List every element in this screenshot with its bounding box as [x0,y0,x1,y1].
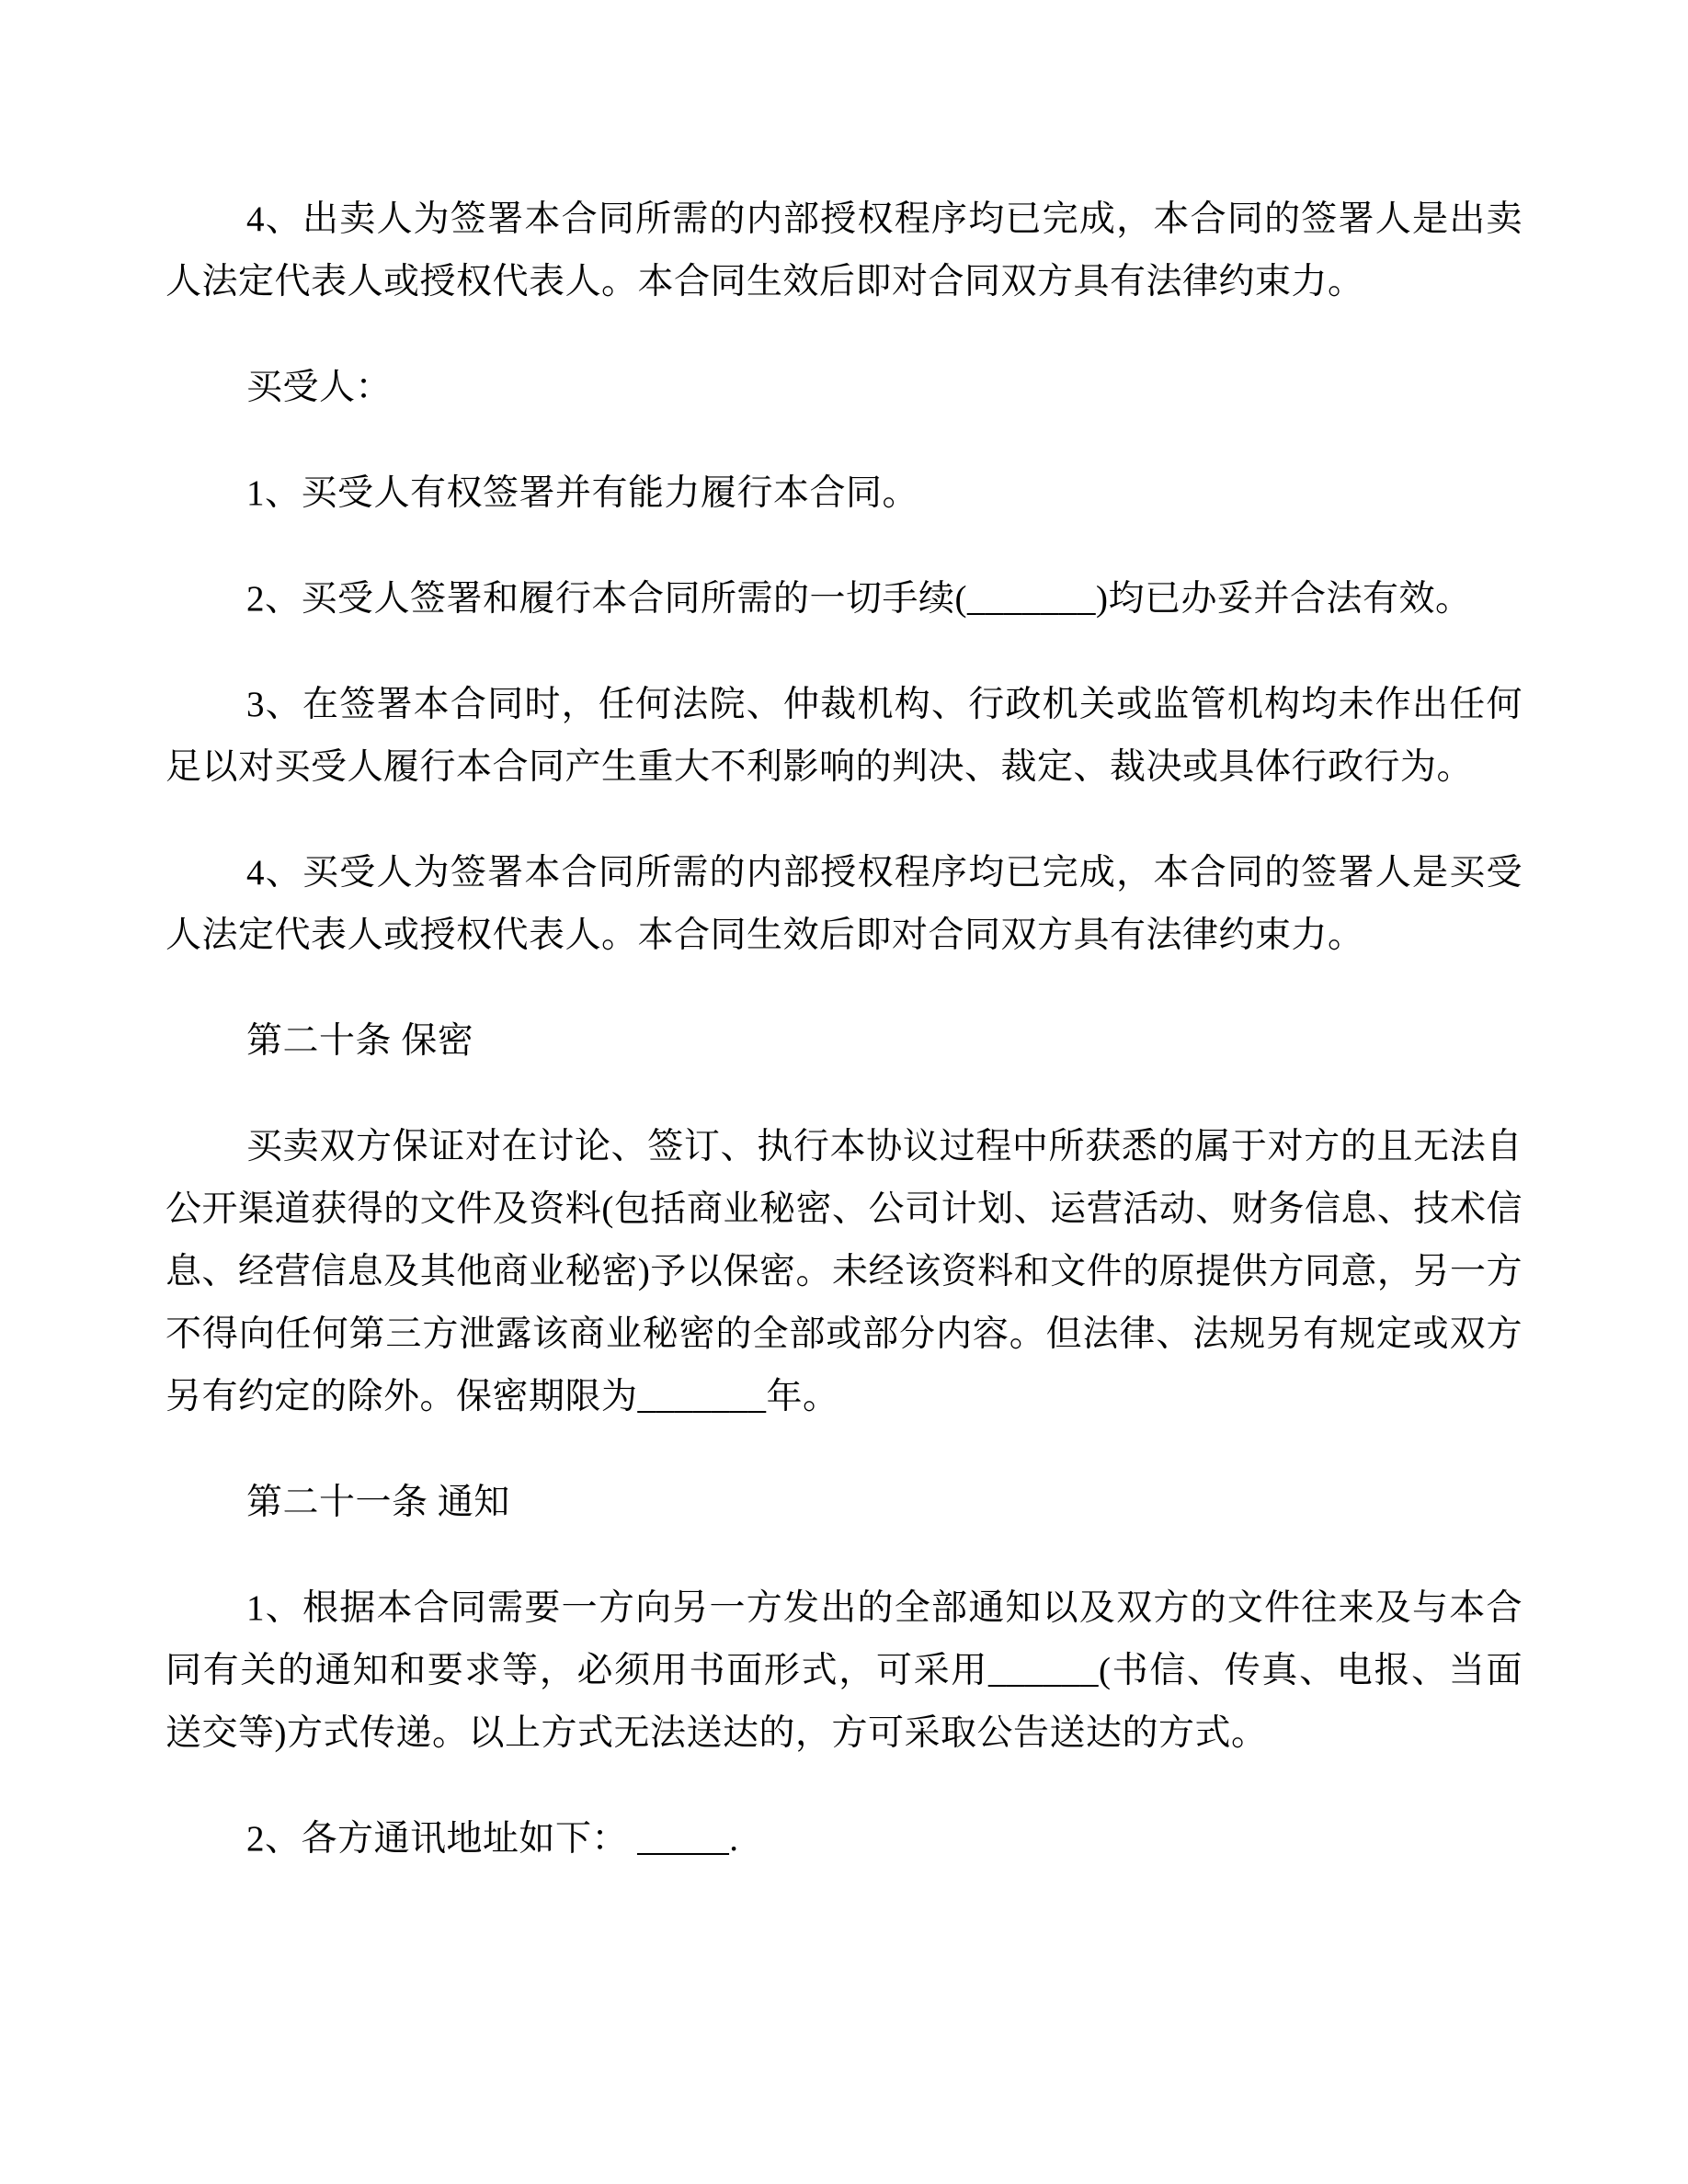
clause-heading-notice: 第二十一条 通知 [246,1483,510,1522]
contract-clause: 3、在签署本合同时，任何法院、仲裁机构、行政机关或监管机构均未作出任何足以对买受人履行本合同产生重大不利影响的判决、裁定、裁决或具体行政行为。 [165,685,1523,787]
contract-clause: 买卖双方保证对在讨论、签订、执行本协议过程中所获悉的属于对方的且无法自公开渠道获得的文件及资料(包括商业秘密、公司计划、运营活动、财务信息、技术信息、经营信息及其他商业秘密)予以保密。未经该资料和文件的原提供方同意，另一方不得向任何第三方泄露该商业秘密的全部或部分内容。但法律、法规另有规定或双方另有约定的除外。保密期限为_______年。 [165,1127,1523,1416]
contract-clause: 2、各方通讯地址如下： _____. [246,1819,739,1859]
contract-clause: 4、买受人为签署本合同所需的内部授权程序均已完成，本合同的签署人是买受人法定代表人或授权代表人。本合同生效后即对合同双方具有法律约束力。 [165,853,1523,955]
clause-heading-confidentiality: 第二十条 保密 [246,1021,474,1061]
contract-clause: 1、买受人有权签署并有能力履行本合同。 [246,473,919,513]
contract-clause: 4、出卖人为签署本合同所需的内部授权程序均已完成，本合同的签署人是出卖人法定代表人或授权代表人。本合同生效后即对合同双方具有法律约束力。 [165,199,1523,301]
contract-clause: 1、根据本合同需要一方向另一方发出的全部通知以及双方的文件往来及与本合同有关的通知和要求等，必须用书面形式，可采用______(书信、传真、电报、当面送交等)方式传递。以上方式无法送达的，方可采取公告送达的方式。 [165,1588,1523,1753]
party-label-buyer: 买受人： [246,368,393,407]
contract-clause: 2、买受人签署和履行本合同所需的一切手续(_______)均已办妥并合法有效。 [246,579,1472,619]
